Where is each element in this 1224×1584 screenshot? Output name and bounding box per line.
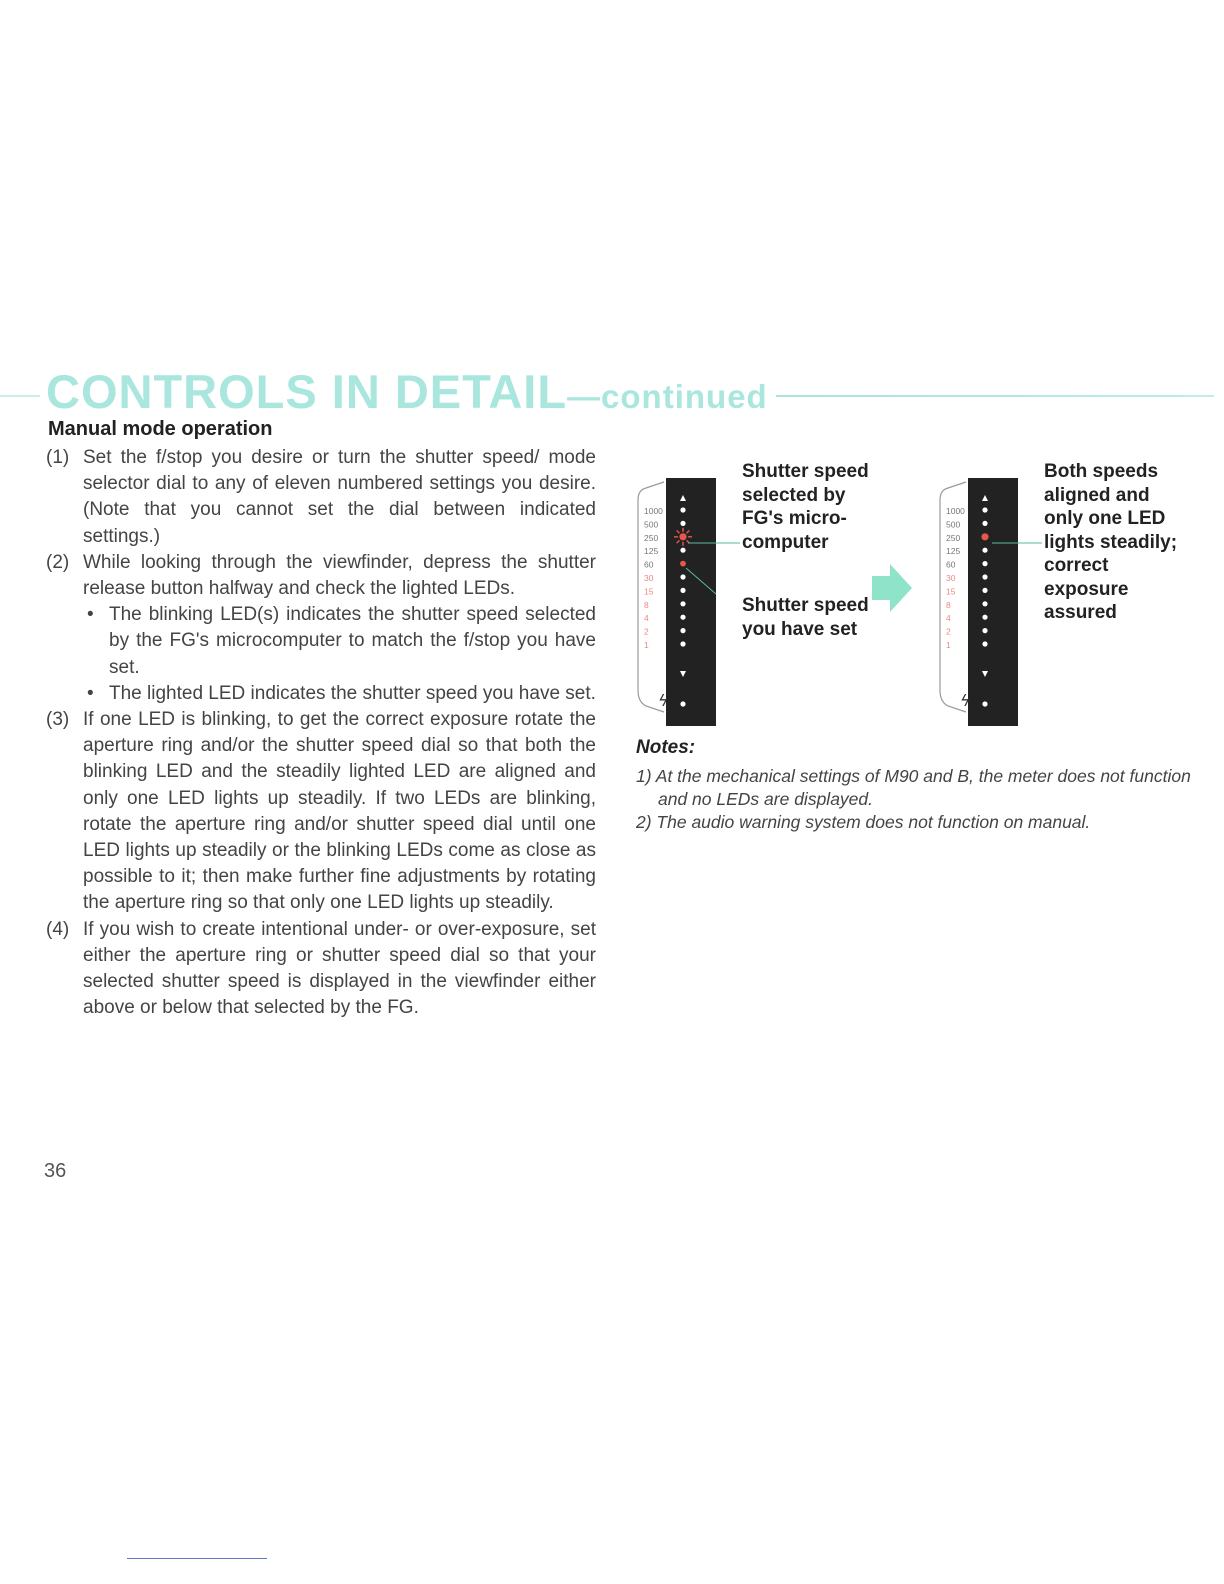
caption-you-set xyxy=(742,594,869,641)
bullet-item xyxy=(84,602,596,681)
caption-line: only one LED xyxy=(1044,508,1166,529)
led-dot xyxy=(982,701,987,706)
led-dot xyxy=(680,641,685,646)
led-dot xyxy=(680,701,685,706)
led-dot xyxy=(680,574,685,579)
led-dot xyxy=(680,588,685,593)
caption-line: aligned and xyxy=(1044,484,1150,506)
step-text: If one LED is blinking, to get the correct exposure rotate the aperture ring and/or the shutter speed dial so that both the blinking LED and the steadily lighted LED are aligned and only one LED lights up steadily. If two LEDs are blinking, rotate the aperture ring and/or shutter speed dial until one LED lights up steadily or the blinking LEDs come as close as possible to it; then make further fine adjustments by rotating the aperture ring so that only one LED lights up steadily. xyxy=(83,709,596,914)
scale-label: 2 xyxy=(644,626,649,637)
scale-label: 125 xyxy=(644,546,659,557)
led-dot xyxy=(982,548,987,553)
viewfinder-frame xyxy=(638,482,664,712)
scale-label: 8 xyxy=(644,599,649,610)
bullet-dot: • xyxy=(87,682,94,704)
scale-label: 1000 xyxy=(946,506,965,516)
step-4 xyxy=(46,917,596,1022)
scale-label: 250 xyxy=(946,532,961,543)
step-1 xyxy=(46,445,596,550)
led-dot xyxy=(982,615,987,620)
note-item: 1) At the mechanical settings of M90 and B, the meter does not function and no LEDs are displayed. xyxy=(636,766,1191,809)
scale-label: 4 xyxy=(946,613,951,624)
caption-line: computer xyxy=(742,531,829,553)
led-dot xyxy=(982,561,987,566)
scale-label: 8 xyxy=(946,599,951,610)
flash-icon: ϟ xyxy=(658,691,669,710)
led-dot xyxy=(679,533,686,540)
scale-label: 30 xyxy=(644,573,654,583)
caption-line: you have set xyxy=(742,618,858,640)
led-panel xyxy=(666,478,716,726)
notes-section xyxy=(636,737,1196,834)
step-number: (2) xyxy=(46,551,70,573)
caption-line: Shutter speed xyxy=(742,595,869,616)
led-dot xyxy=(982,507,987,512)
step-number: (4) xyxy=(46,918,70,940)
led-panel xyxy=(968,478,1018,726)
notes-heading: Notes: xyxy=(636,737,696,758)
scale-label: 1 xyxy=(946,640,951,650)
caption-aligned xyxy=(1044,460,1177,625)
caption-line: Both speeds xyxy=(1044,461,1159,482)
step-3 xyxy=(46,707,596,917)
scale-label: 250 xyxy=(644,532,659,543)
step-text: Set the f/stop you desire or turn the shutter speed/ mode selector dial to any of eleven numbered settings you desire. (Note that you cannot set the dial between indicated settings.) xyxy=(83,447,596,547)
scale-label: 60 xyxy=(946,559,956,570)
manual-mode-section xyxy=(46,418,596,1021)
bullet-text: The blinking LED(s) indicates the shutter speed selected by the FG's microcomputer to match the f/stop you have set. xyxy=(109,604,596,678)
led-dot xyxy=(982,574,987,579)
step-number: (1) xyxy=(46,447,70,468)
step-text: If you wish to create intentional under- or over-exposure, set either the aperture ring or shutter speed dial so that your selected shutter speed is displayed in the viewfinder either above or below that selected by the FG. xyxy=(83,918,596,1019)
flash-icon: ϟ xyxy=(960,691,971,710)
bullet-dot: • xyxy=(87,604,94,626)
led-dot xyxy=(680,601,685,606)
arrow-icon xyxy=(872,564,912,612)
caption-line: assured xyxy=(1044,602,1117,623)
viewfinder-left xyxy=(638,478,716,726)
led-dot xyxy=(982,641,987,646)
caption-fg-selected xyxy=(742,460,869,554)
bullet-text: The lighted LED indicates the shutter speed you have set. xyxy=(109,682,596,704)
scale-label: 15 xyxy=(644,586,654,597)
scale-label: 15 xyxy=(946,586,956,597)
led-dot xyxy=(680,521,685,526)
page-header xyxy=(40,362,776,422)
viewfinder-frame xyxy=(940,482,966,712)
led-dot xyxy=(982,521,987,526)
note-item: 2) The audio warning system does not function on manual. xyxy=(636,812,1091,832)
led-dot xyxy=(680,548,685,553)
caption-line: correct xyxy=(1044,555,1109,576)
led-dot xyxy=(680,615,685,620)
scale-label: 1 xyxy=(644,640,649,650)
caption-line: FG's micro- xyxy=(742,508,847,529)
step-number: (3) xyxy=(46,709,70,731)
section-heading: Manual mode operation xyxy=(48,418,273,440)
scale-label: 2 xyxy=(946,626,951,637)
scale-label: 1000 xyxy=(644,506,663,516)
caption-line: exposure xyxy=(1044,578,1129,600)
scale-label: 500 xyxy=(946,519,961,530)
viewfinder-right xyxy=(940,478,1018,726)
caption-line: lights steadily; xyxy=(1044,531,1178,553)
bottom-rule xyxy=(127,1558,267,1559)
led-dot xyxy=(680,507,685,512)
led-dot xyxy=(982,628,987,633)
header-title: CONTROLS IN DETAIL xyxy=(46,365,568,418)
step-2 xyxy=(46,550,596,602)
page-number: 36 xyxy=(44,1160,67,1182)
header-continued: —continued xyxy=(567,378,768,415)
scale-label: 4 xyxy=(644,613,649,624)
led-dot xyxy=(982,588,987,593)
scale-label: 125 xyxy=(946,546,961,557)
led-dot xyxy=(982,601,987,606)
led-dot xyxy=(680,561,686,567)
scale-label: 500 xyxy=(644,519,659,530)
step-text: While looking through the viewfinder, depress the shutter release button halfway and check the lighted LEDs. xyxy=(83,551,596,600)
scale-label: 60 xyxy=(644,559,654,570)
led-dot xyxy=(981,533,988,540)
viewfinder-diagram xyxy=(636,458,1196,728)
caption-line: Shutter speed xyxy=(742,461,869,482)
scale-label: 30 xyxy=(946,573,956,583)
bullet-item xyxy=(84,681,596,707)
caption-line: selected by xyxy=(742,484,846,506)
led-dot xyxy=(680,628,685,633)
